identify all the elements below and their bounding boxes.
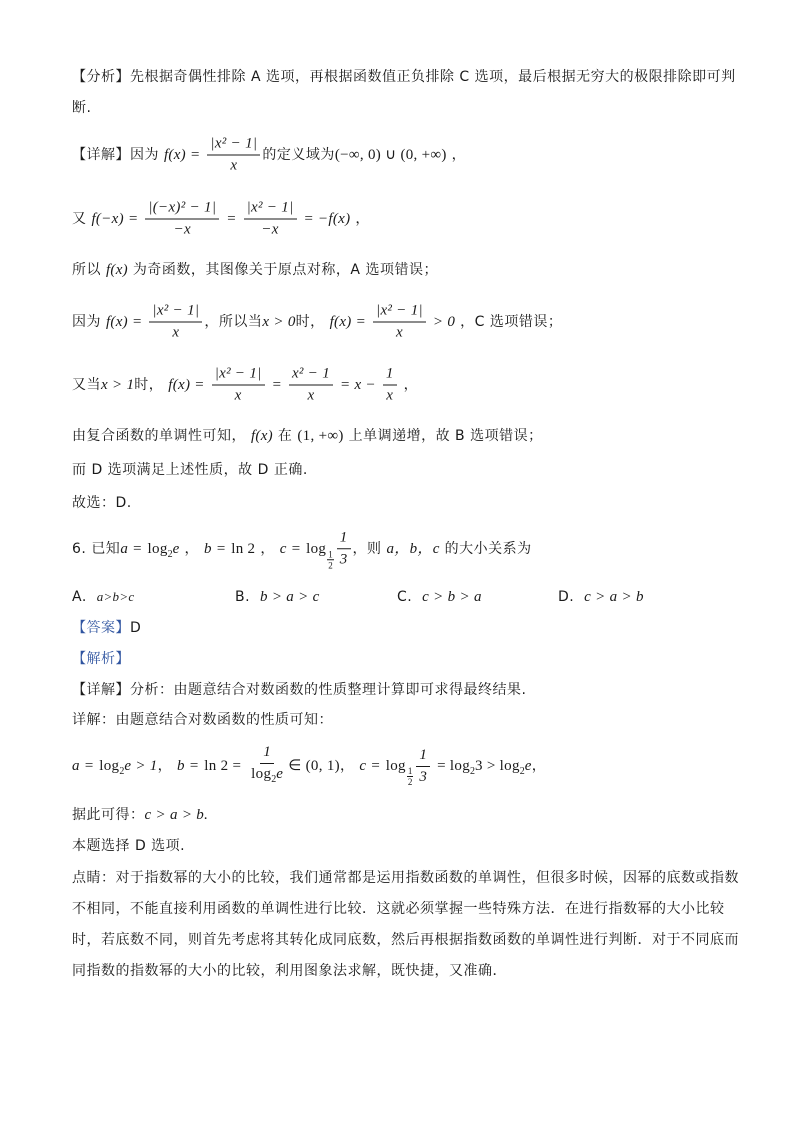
analysis-text: 先根据奇偶性排除 A 选项，再根据函数值正负排除 C 选项，最后根据无穷大的极限排除即可判 xyxy=(130,69,736,85)
fraction-denominator: x xyxy=(172,324,180,341)
fraction-denominator: −x xyxy=(261,221,279,238)
fx-lhs: f(x) = xyxy=(329,314,367,330)
c-var: c = xyxy=(359,758,381,774)
fraction xyxy=(416,746,430,787)
fraction xyxy=(149,302,202,343)
log-arg: e xyxy=(524,758,532,774)
fraction-numerator: |x² − 1| xyxy=(373,302,426,323)
tip-text: 点睛：对于指数幂的大小的比较，我们通常都是运用指数函数的单调性，但很多时候，因幂的底数或指数 xyxy=(72,870,739,886)
option-d xyxy=(558,587,644,607)
option-label: D. xyxy=(558,589,575,605)
c-mid: 3 > log xyxy=(475,758,520,774)
log-base: 2 xyxy=(119,766,125,777)
question-mid: ，则 xyxy=(352,540,382,557)
f-neg-x-lhs: f(−x) = xyxy=(91,211,139,227)
b-value: ln 2 = xyxy=(204,758,242,774)
detail-odd-line xyxy=(72,199,370,240)
separator: ， xyxy=(531,758,547,774)
answer-tag: 【答案】 xyxy=(72,620,130,636)
fraction xyxy=(212,365,265,406)
select-text: 本题选择 D 选项. xyxy=(72,838,186,854)
detail-sign-line xyxy=(72,302,562,343)
monotone-mid: 在 xyxy=(277,428,293,444)
punctuation: ， xyxy=(451,147,467,163)
fraction-numerator: 1 xyxy=(407,766,413,776)
log-arg: e xyxy=(276,766,284,782)
analysis-line xyxy=(72,67,736,87)
fraction-denominator: x xyxy=(307,387,315,404)
variables: a，b，c xyxy=(386,540,440,557)
fraction xyxy=(383,365,397,406)
a-var: a = xyxy=(72,758,95,774)
fx-expr: f(x) xyxy=(250,428,273,444)
fraction-denominator: x xyxy=(230,157,238,174)
a-rest: e > 1 xyxy=(124,758,158,774)
a-var: a = xyxy=(120,540,143,557)
fraction-numerator: 1 xyxy=(328,548,333,559)
tip-line xyxy=(72,868,739,888)
equals-sign: = xyxy=(271,377,283,393)
b-var: b = xyxy=(204,540,227,557)
domain-mid: 的定义域为 xyxy=(262,147,335,163)
separator: ， xyxy=(184,540,200,557)
option-expr: a>b>c xyxy=(96,589,135,604)
fraction-numerator: |x² − 1| xyxy=(207,135,260,156)
condition: x > 0 xyxy=(262,314,296,330)
fraction xyxy=(337,528,351,569)
fraction-denominator: 3 xyxy=(419,768,428,785)
analysis-line-continued xyxy=(72,98,91,118)
domain-lead: 因为 xyxy=(130,147,159,163)
solution-math-line xyxy=(72,743,546,789)
punctuation: ， xyxy=(403,377,419,393)
sign-lead: 因为 xyxy=(72,314,101,330)
fraction xyxy=(207,135,260,176)
b-rest: ∈ (0, 1) xyxy=(288,758,340,774)
tip-line xyxy=(72,899,725,919)
answer-value: D xyxy=(130,620,142,636)
tip-text: 时，若底数不同，则首先考虑将其转化成同底数，然后再根据指数函数的单调性进行判断．对于不同底而 xyxy=(72,932,739,948)
punctuation: ， xyxy=(355,211,370,227)
conclusion-text: 为奇函数，其图像关于原点对称，A 选项错误； xyxy=(132,262,438,278)
solution-select-line xyxy=(72,836,185,856)
solution-detail-text: 分析：由题意结合对数函数的性质整理计算即可求得最终结果. xyxy=(130,682,527,698)
monotone-conclusion: 上单调递增，故 B 选项错误； xyxy=(348,428,543,444)
fraction-numerator: 1 xyxy=(337,528,351,549)
log-base: 2 xyxy=(271,774,277,785)
result-lead: 据此可得： xyxy=(72,807,145,823)
separator: ， xyxy=(339,758,355,774)
solution-detail-line xyxy=(72,680,526,700)
fraction-numerator: 1 xyxy=(383,365,397,386)
detail-odd-conclusion xyxy=(72,260,438,280)
detail-domain-line xyxy=(72,135,466,176)
fraction-denominator: x xyxy=(396,324,403,341)
question-6 xyxy=(72,528,532,570)
option-expr: b > a > c xyxy=(259,589,320,605)
b-var: b = xyxy=(177,758,200,774)
choice-text: 故选：D. xyxy=(72,495,132,511)
fraction xyxy=(244,199,297,240)
log-fn: log xyxy=(306,540,327,557)
option-label: C. xyxy=(397,589,413,605)
sign-mid-2: 时， xyxy=(295,314,325,330)
tip-text: 同指数的指数幂的大小的比较，利用图象法求解，既快捷，又准确． xyxy=(72,963,507,979)
domain-set: (−∞, 0) ∪ (0, +∞) xyxy=(334,147,447,163)
log-base: 2 xyxy=(167,548,173,560)
b-value: ln 2 xyxy=(231,540,256,557)
fx-lhs: f(x) = xyxy=(163,147,201,163)
fraction xyxy=(145,199,219,240)
separator: ， xyxy=(157,758,173,774)
inequality: > 0 xyxy=(432,314,456,330)
fraction-numerator: |(−x)² − 1| xyxy=(145,199,219,220)
fraction-numerator: |x² − 1| xyxy=(244,199,297,220)
log-base-fraction xyxy=(327,550,334,570)
log-fn: log xyxy=(147,540,168,557)
option-expr: c > a > b xyxy=(584,589,644,605)
equals-sign: = xyxy=(226,211,237,227)
fraction-denominator: 2 xyxy=(328,559,333,570)
analysis-tag: 【分析】 xyxy=(72,69,130,85)
option-b xyxy=(235,587,320,607)
log-base: 2 xyxy=(470,766,476,777)
interval: (1, +∞) xyxy=(297,428,344,444)
tip-line xyxy=(72,930,739,950)
fraction xyxy=(289,365,333,406)
detail-choice xyxy=(72,493,132,513)
tip-text: 不相同，不能直接利用函数的单调性进行比较．这就必须掌握一些特殊方法．在进行指数幂的大小比较 xyxy=(72,901,725,917)
log-arg: e xyxy=(172,540,180,557)
detail-d-correct xyxy=(72,460,308,480)
solution-intro: 详解：由题意结合对数函数的性质可知： xyxy=(72,712,333,728)
log-base-fraction xyxy=(407,767,414,787)
option-label: A. xyxy=(72,589,87,605)
question-lead: 已知 xyxy=(91,540,121,557)
log-base: 2 xyxy=(519,766,525,777)
option-expr: c > b > a xyxy=(422,589,482,605)
fraction-denominator: 2 xyxy=(407,777,413,787)
condition: x > 1 xyxy=(101,377,135,393)
separator: ， xyxy=(260,540,275,557)
fraction-denominator: 3 xyxy=(339,551,348,568)
fx-lhs: f(x) = xyxy=(168,377,205,393)
simplify-mid: 时， xyxy=(134,377,164,393)
odd-rhs: = −f(x) xyxy=(303,211,351,227)
c-eq: = log xyxy=(437,758,471,774)
answer-line xyxy=(72,618,141,638)
fraction-denominator: x xyxy=(234,387,242,404)
fraction-denominator: −x xyxy=(173,221,191,238)
question-end: 的大小关系为 xyxy=(444,540,532,557)
odd-lead: 又 xyxy=(72,211,87,227)
analysis-text-continued: 断. xyxy=(72,100,92,116)
fx-expr: f(x) xyxy=(105,262,128,278)
option-a xyxy=(72,587,135,607)
monotone-lead: 由复合函数的单调性可知， xyxy=(72,428,246,444)
solution-tag-line xyxy=(72,649,130,669)
fraction xyxy=(373,302,426,343)
option-c xyxy=(397,587,482,607)
solution-detail-tag: 【详解】 xyxy=(72,682,130,698)
sign-conclusion: ，C 选项错误； xyxy=(460,314,563,330)
detail-tag: 【详解】 xyxy=(72,147,130,163)
detail-monotone-line xyxy=(72,426,543,446)
fraction xyxy=(248,743,286,789)
fraction-numerator: |x² − 1| xyxy=(149,302,202,323)
log-fn: log xyxy=(99,758,120,774)
fraction-numerator: |x² − 1| xyxy=(212,365,265,386)
fraction-numerator: 1 xyxy=(260,743,274,764)
question-number: 6. xyxy=(72,540,87,557)
sign-mid: ，所以当 xyxy=(204,314,263,330)
fraction-denominator xyxy=(248,764,286,789)
simplify-rhs: = x − xyxy=(340,377,376,393)
fraction-numerator: 1 xyxy=(416,746,430,767)
conclusion-lead: 所以 xyxy=(72,262,101,278)
solution-result-line xyxy=(72,805,208,825)
fraction-denominator: x xyxy=(386,387,394,404)
fx-lhs: f(x) = xyxy=(105,314,143,330)
tip-line xyxy=(72,961,507,981)
log-fn: log xyxy=(385,758,406,774)
fraction-numerator: x² − 1 xyxy=(289,365,333,386)
solution-tag: 【解析】 xyxy=(72,651,130,667)
detail-simplify-line xyxy=(72,365,418,406)
solution-intro-line xyxy=(72,710,333,730)
log-fn: log xyxy=(251,766,272,782)
d-correct-text: 而 D 选项满足上述性质，故 D 正确. xyxy=(72,462,308,478)
c-var: c = xyxy=(279,540,302,557)
result-expr: c > a > b. xyxy=(144,807,209,823)
simplify-lead: 又当 xyxy=(72,377,101,393)
option-label: B. xyxy=(235,589,251,605)
